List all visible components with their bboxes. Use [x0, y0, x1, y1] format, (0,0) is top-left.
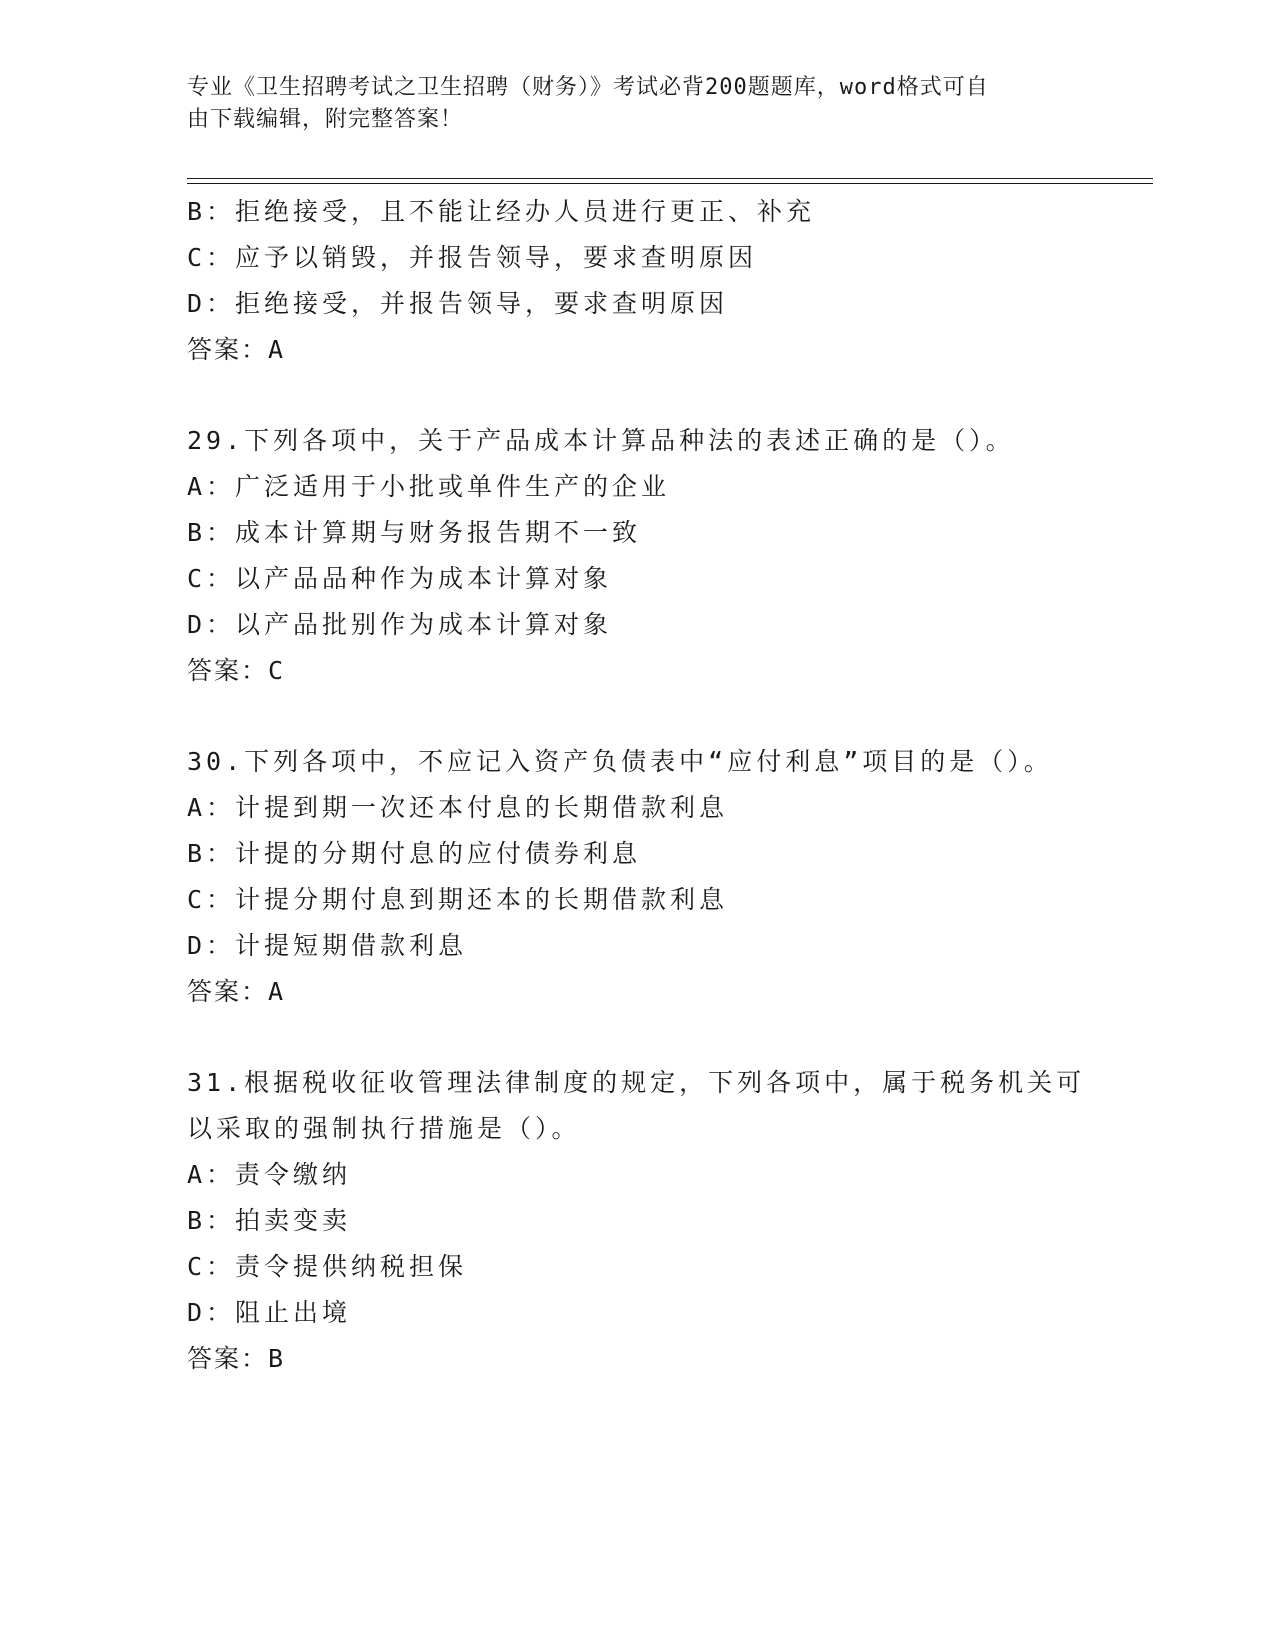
spacer — [187, 1015, 1087, 1060]
spacer — [187, 373, 1087, 418]
document-header — [187, 72, 1067, 136]
option-c: C：计提分期付息到期还本的长期借款利息 — [187, 885, 729, 914]
option-c: C：以产品品种作为成本计算对象 — [187, 564, 613, 593]
question-28-continued — [187, 189, 1087, 373]
question-29 — [187, 418, 1087, 694]
header-divider-bottom — [187, 183, 1153, 184]
option-c: C：应予以销毁，并报告领导，要求查明原因 — [187, 243, 758, 272]
question-stem: 30.下列各项中，不应记入资产负债表中“应付利息”项目的是（）。 — [187, 747, 1053, 776]
answer-line: 答案：B — [187, 1344, 286, 1373]
answer-line: 答案：C — [187, 656, 286, 685]
spacer — [187, 694, 1087, 739]
question-list — [187, 189, 1087, 1382]
header-divider-top — [187, 178, 1153, 179]
option-b: B：拍卖变卖 — [187, 1206, 352, 1235]
question-31 — [187, 1060, 1087, 1382]
answer-line: 答案：A — [187, 977, 286, 1006]
question-stem-line-1: 31.根据税收征收管理法律制度的规定，下列各项中，属于税务机关可 — [187, 1068, 1086, 1097]
option-b: B：计提的分期付息的应付债券利息 — [187, 839, 642, 868]
answer-line: 答案：A — [187, 335, 286, 364]
option-b: B：成本计算期与财务报告期不一致 — [187, 518, 642, 547]
option-a: A：广泛适用于小批或单件生产的企业 — [187, 472, 671, 501]
option-b: B：拒绝接受，且不能让经办人员进行更正、补充 — [187, 197, 816, 226]
option-d: D：以产品批别作为成本计算对象 — [187, 610, 613, 639]
option-d: D：拒绝接受，并报告领导，要求查明原因 — [187, 289, 729, 318]
option-d: D：计提短期借款利息 — [187, 931, 468, 960]
question-stem-line-2: 以采取的强制执行措施是（）。 — [187, 1114, 581, 1143]
option-a: A：责令缴纳 — [187, 1160, 352, 1189]
option-a: A：计提到期一次还本付息的长期借款利息 — [187, 793, 729, 822]
option-d: D：阻止出境 — [187, 1298, 352, 1327]
question-30 — [187, 739, 1087, 1015]
question-stem: 29.下列各项中，关于产品成本计算品种法的表述正确的是（）。 — [187, 426, 1015, 455]
header-line-1: 专业《卫生招聘考试之卫生招聘（财务）》考试必背200题题库，word格式可自 — [187, 75, 989, 100]
header-line-2: 由下载编辑，附完整答案！ — [187, 107, 464, 132]
option-c: C：责令提供纳税担保 — [187, 1252, 468, 1281]
